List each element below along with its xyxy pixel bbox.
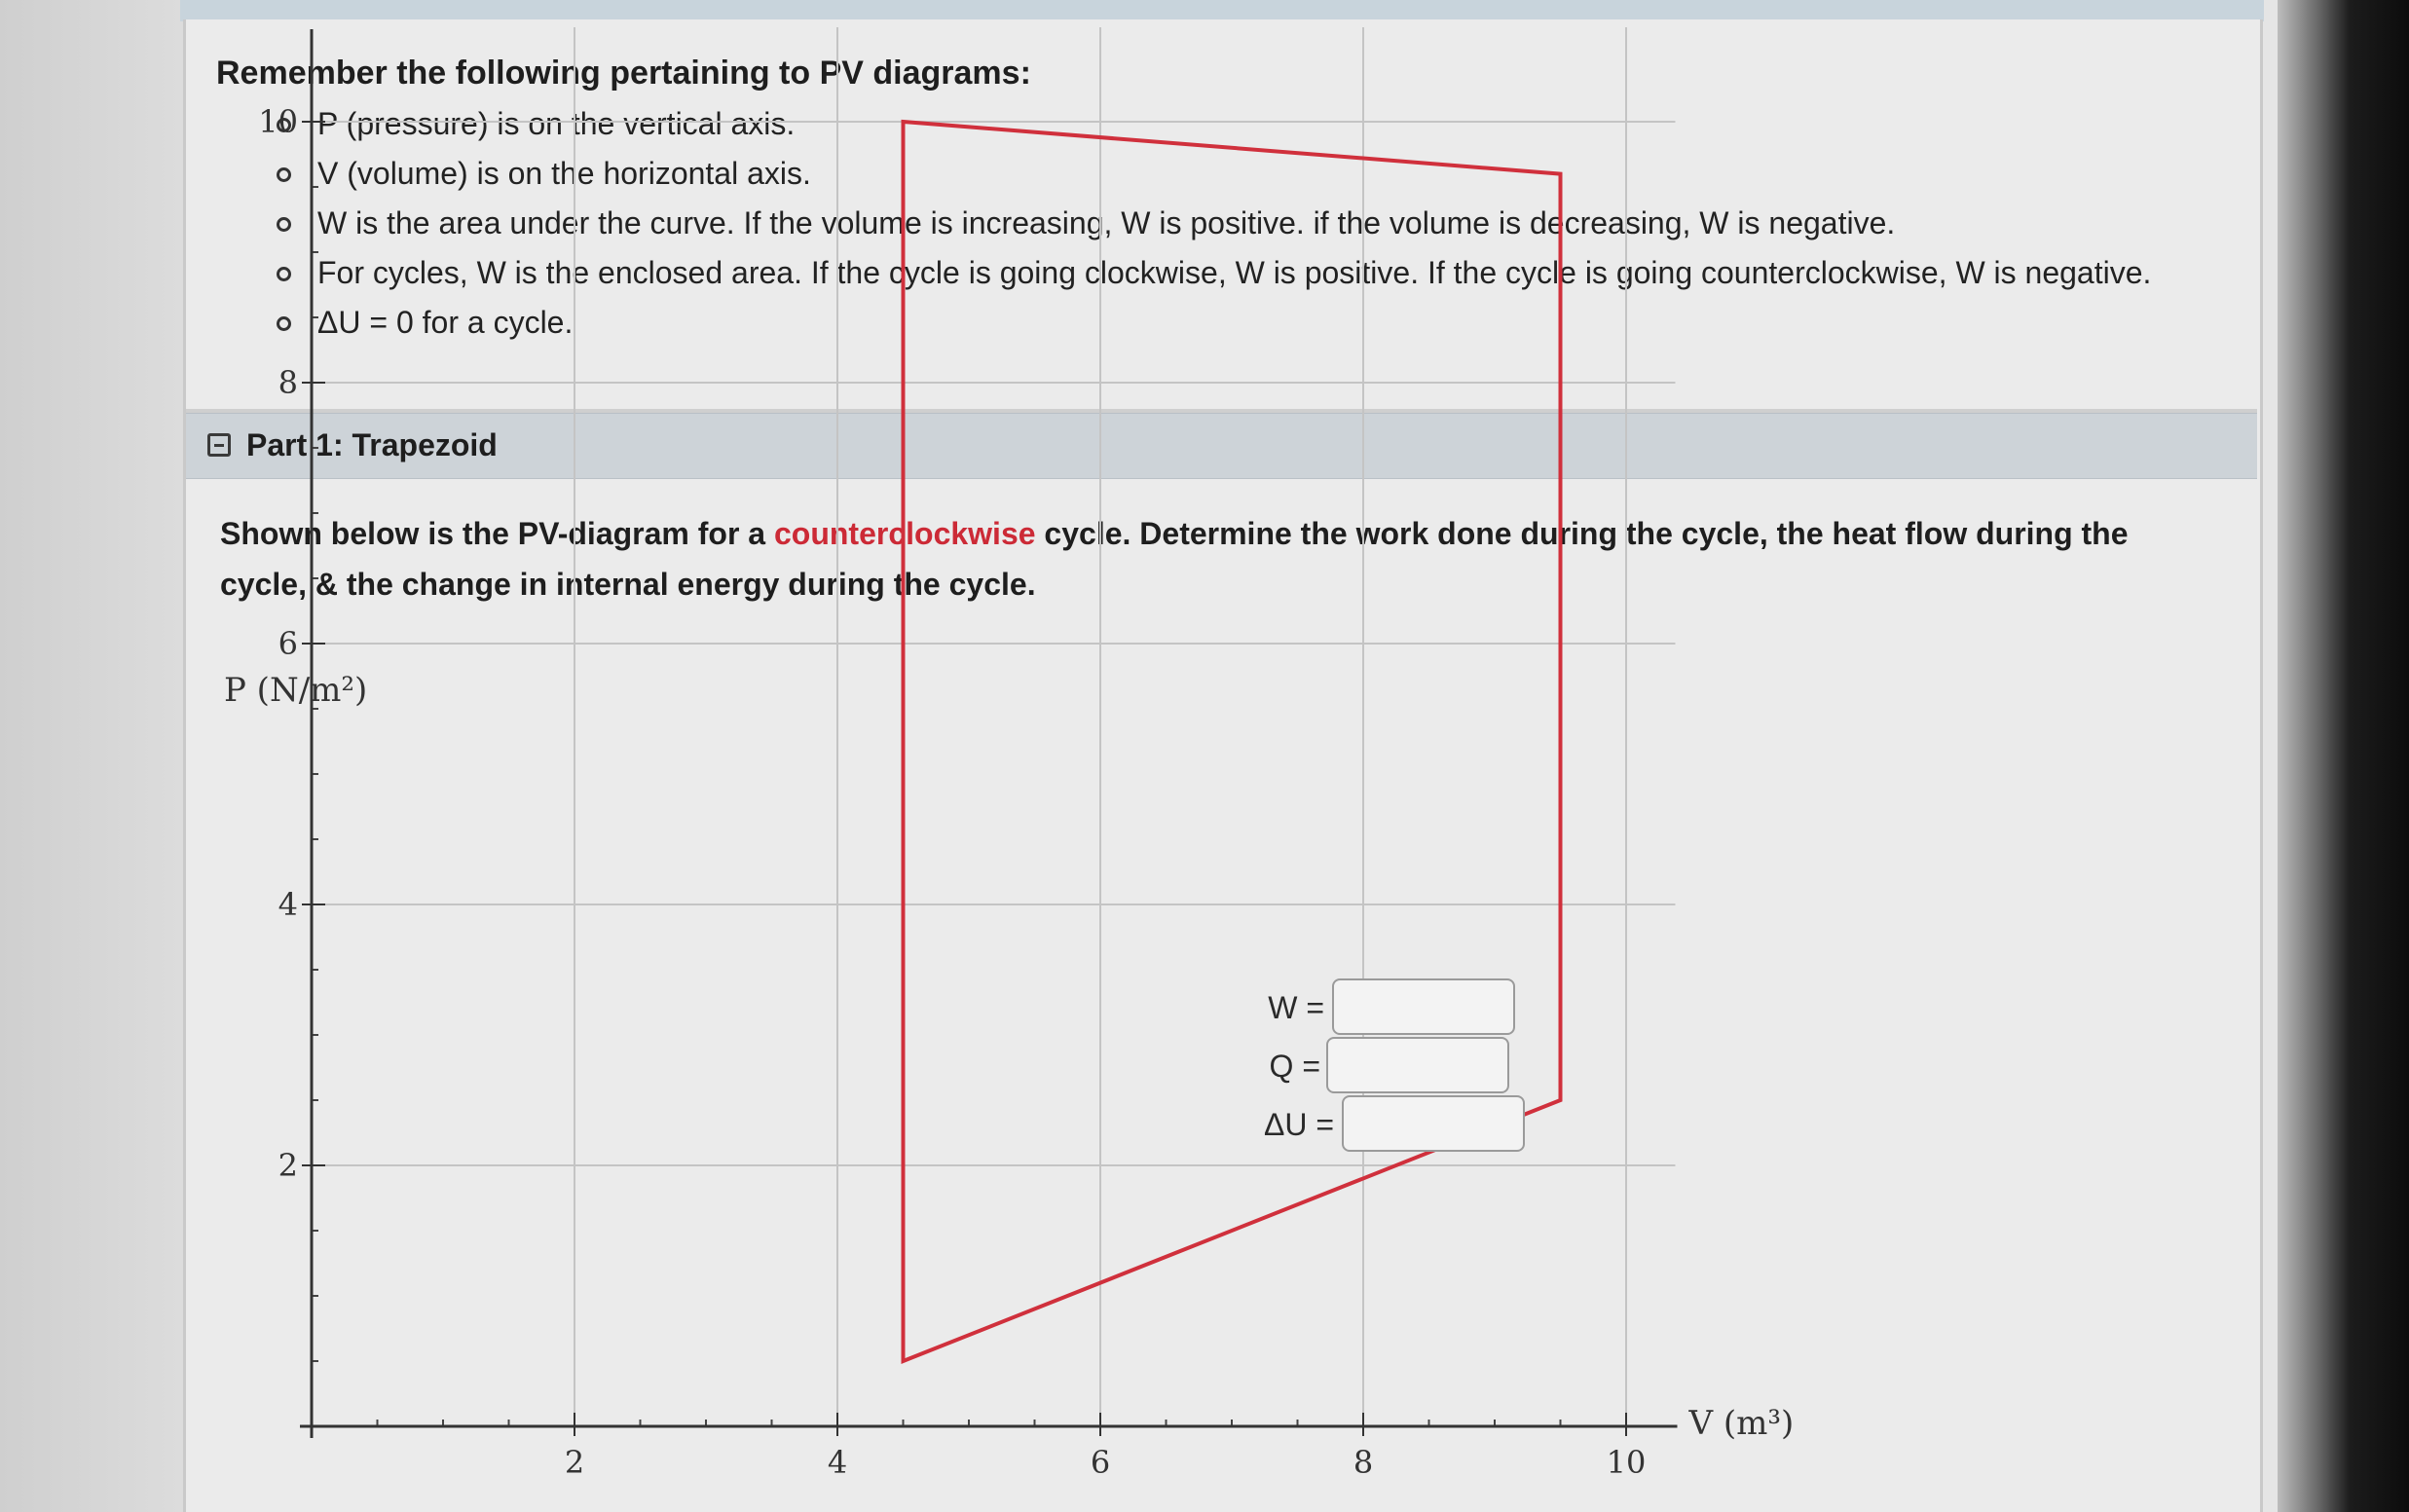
list-item: ΔU = 0 for a cycle. — [273, 298, 2151, 348]
y-tick-label: 10 — [258, 103, 298, 140]
w-label: W = — [1268, 990, 1324, 1025]
reminder-list — [273, 99, 2151, 348]
monitor-bezel — [2278, 0, 2409, 1512]
part-header[interactable] — [186, 413, 2257, 479]
reminder-title: Remember the following pertaining to PV diagrams: — [216, 55, 1031, 92]
y-tick-label: 2 — [278, 1147, 298, 1184]
q-label: Q = — [1269, 1049, 1320, 1084]
collapse-icon[interactable] — [207, 433, 231, 457]
bullet-icon — [277, 316, 291, 331]
w-input[interactable] — [1332, 978, 1515, 1035]
q-input[interactable] — [1326, 1037, 1509, 1093]
bullet-icon — [277, 217, 291, 232]
y-tick-label: 4 — [278, 886, 298, 923]
y-axis-label: P (N/m²) — [224, 671, 368, 710]
du-input[interactable] — [1342, 1095, 1525, 1152]
question-text: Shown below is the PV-diagram for a counterclockwise cycle. Determine the work done during the cycle, the heat flow during the cycle, & the change in internal energy during the cycle. — [220, 516, 2129, 602]
y-tick-label: 8 — [278, 364, 298, 401]
top-bar — [180, 0, 2264, 21]
list-item: V (volume) is on the horizontal axis. — [273, 149, 2151, 199]
part-title: Part 1: Trapezoid — [246, 427, 498, 462]
x-tick-label: 6 — [1090, 1444, 1111, 1481]
x-tick-label: 2 — [564, 1444, 585, 1481]
list-item: W is the area under the curve. If the volume is increasing, W is positive. if the volume is decreasing, W is negative. — [273, 199, 2151, 248]
left-margin — [0, 0, 183, 1512]
x-tick-label: 10 — [1606, 1444, 1647, 1481]
x-tick-label: 4 — [827, 1444, 848, 1481]
du-label: ΔU = — [1263, 1107, 1334, 1142]
direction-highlight: counterclockwise — [773, 516, 1036, 551]
y-tick-label: 6 — [278, 625, 298, 662]
list-item: P (pressure) is on the vertical axis. — [273, 99, 2151, 149]
bullet-icon — [277, 267, 291, 281]
bullet-icon — [277, 167, 291, 182]
list-item: For cycles, W is the enclosed area. If the cycle is going clockwise, W is positive. If the cycle is going counterclockwise, W is negative. — [273, 248, 2151, 298]
x-tick-label: 8 — [1353, 1444, 1374, 1481]
x-axis-label: V (m³) — [1688, 1404, 1795, 1443]
